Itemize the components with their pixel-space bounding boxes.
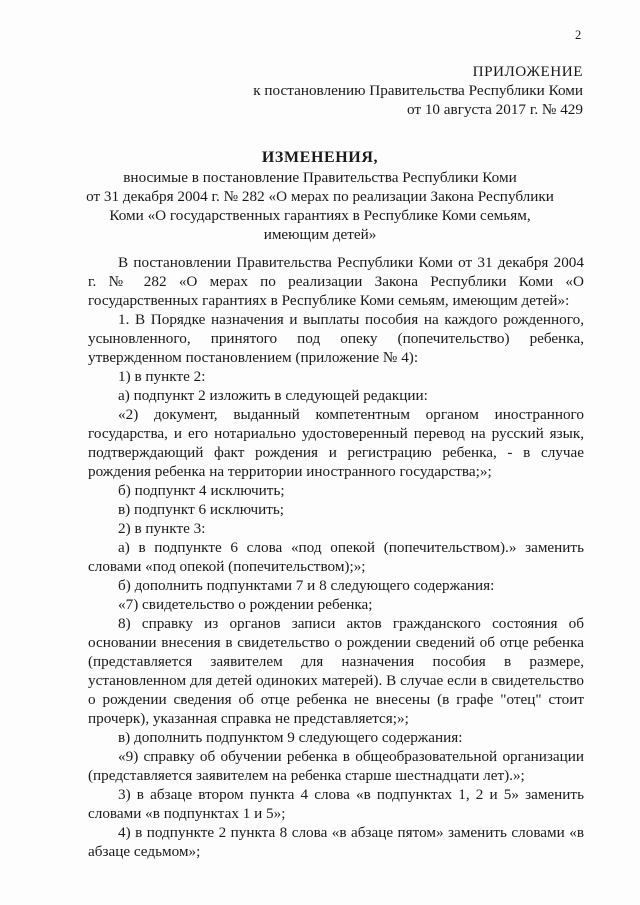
- appendix-line-1: к постановлению Правительства Республики Коми: [253, 82, 583, 99]
- paragraph: «9) справку об обучении ребенка в общеобразовательной организации (представляется заявителем на ребенка старше шестнадцати лет).»;: [88, 748, 584, 784]
- paragraph: а) подпункт 2 изложить в следующей редакции:: [118, 387, 428, 404]
- paragraph: 1) в пункте 2:: [118, 368, 206, 385]
- appendix-title: ПРИЛОЖЕНИЕ: [472, 63, 583, 80]
- paragraph: В постановлении Правительства Республики Коми от 31 декабря 2004 г. № 282 «О мерах по реализации Закона Республики Коми «О государственных гарантиях в Республике Коми семьям, имеющим детей»:: [88, 254, 584, 309]
- heading-line-2: от 31 декабря 2004 г. № 282 «О мерах по реализации Закона Республики: [86, 188, 554, 205]
- paragraph: 1. В Порядке назначения и выплаты пособия на каждого рожденного, усыновленного, принятого под опеку (попечительство) ребенка, утвержденном постановлением (приложение № 4):: [88, 311, 584, 366]
- heading-title: ИЗМЕНЕНИЯ,: [261, 149, 379, 166]
- paragraph: «2) документ, выданный компетентным органом иностранного государства, и его нотариально удостоверенный перевод на русский язык, подтверждающий факт рождения и регистрацию ребенка, - в случае рождения ребенка на территории иностранного государства;»;: [88, 406, 584, 480]
- paragraph: «7) свидетельство о рождении ребенка;: [118, 596, 373, 613]
- heading-line-1: вносимые в постановление Правительства Республики Коми: [123, 169, 517, 186]
- paragraph: б) подпункт 4 исключить;: [118, 482, 285, 499]
- heading-line-4: имеющим детей»: [263, 226, 377, 243]
- paragraph: б) дополнить подпунктами 7 и 8 следующего содержания:: [118, 577, 495, 594]
- paragraph: 3) в абзаце втором пункта 4 слова «в подпунктах 1, 2 и 5» заменить словами «в подпунктах 1 и 5»;: [88, 786, 584, 822]
- heading-line-3: Коми «О государственных гарантиях в Республике Коми семьям,: [109, 207, 531, 224]
- document-body: [88, 253, 584, 861]
- appendix-block: [253, 62, 583, 119]
- paragraph: а) в подпункте 6 слова «под опекой (попечительством).» заменить словами «под опекой (попечительством);»;: [88, 539, 584, 575]
- page-number: 2: [575, 28, 582, 42]
- appendix-line-2: от 10 августа 2017 г. № 429: [407, 101, 583, 118]
- paragraph: 2) в пункте 3:: [118, 520, 206, 537]
- paragraph: 8) справку из органов записи актов гражданского состояния об основании внесения в свидетельство о рождении сведений об отце ребенка (представляется заявителем для назначения пособия в размере, установленном для детей одиноких матерей). В случае если в свидетельство о рождении сведения об отце ребенка не внесены (в графе "отец" стоит прочерк), указанная справка не представляется;»;: [88, 615, 584, 727]
- document-heading: [60, 148, 580, 244]
- paragraph: в) подпункт 6 исключить;: [118, 501, 285, 518]
- paragraph: 4) в подпункте 2 пункта 8 слова «в абзаце пятом» заменить словами «в абзаце седьмом»;: [88, 824, 584, 860]
- paragraph: в) дополнить подпунктом 9 следующего содержания:: [118, 729, 463, 746]
